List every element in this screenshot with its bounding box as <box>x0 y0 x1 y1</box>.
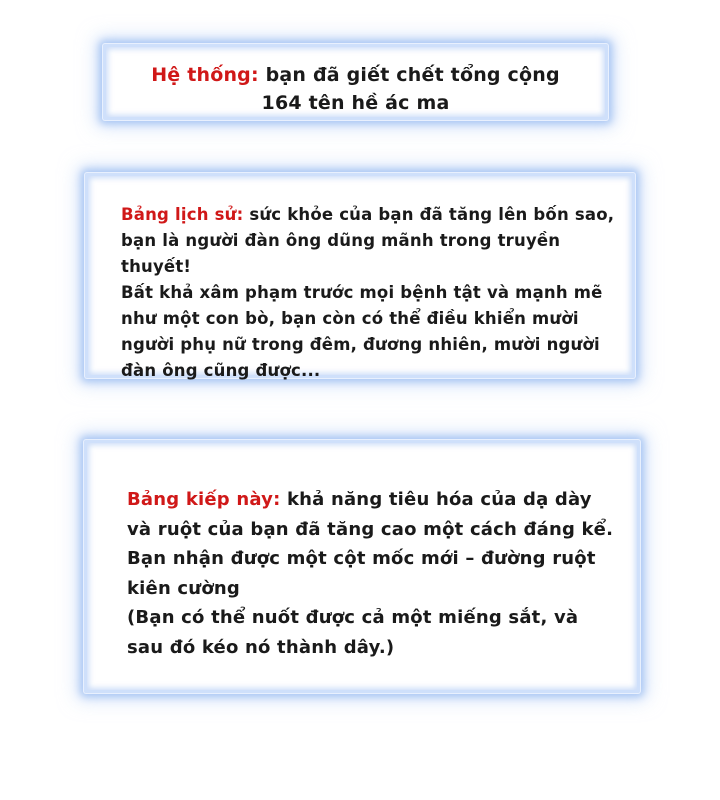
system-notice-text <box>106 61 605 117</box>
history-label: Bảng lịch sử: <box>121 205 244 224</box>
system-notice-body: bạn đã giết chết tổng cộng 164 tên hề ác ma <box>261 64 560 114</box>
this-life-text <box>127 485 627 662</box>
history-text <box>121 202 626 384</box>
this-life-body: khả năng tiêu hóa của dạ dày và ruột của bạn đã tăng cao một cách đáng kể. Bạn nhận được một cột mốc mới – đường ruột kiên cường (Bạn có thể nuốt được cả một miếng sắt, và sau đó kéo nó thành dây.) <box>127 489 614 658</box>
system-notice-label: Hệ thống: <box>151 64 259 86</box>
system-notice-panel <box>103 44 608 120</box>
history-panel <box>85 173 635 378</box>
this-life-panel <box>84 440 640 693</box>
history-body: sức khỏe của bạn đã tăng lên bốn sao, bạn là người đàn ông dũng mãnh trong truyền thuyết! Bất khả xâm phạm trước mọi bệnh tật và mạnh mẽ như một con bò, bạn còn có thể điều khiển mười người phụ nữ trong đêm, đương nhiên, mười người đàn ông cũng được... <box>121 205 615 380</box>
this-life-label: Bảng kiếp này: <box>127 489 281 510</box>
